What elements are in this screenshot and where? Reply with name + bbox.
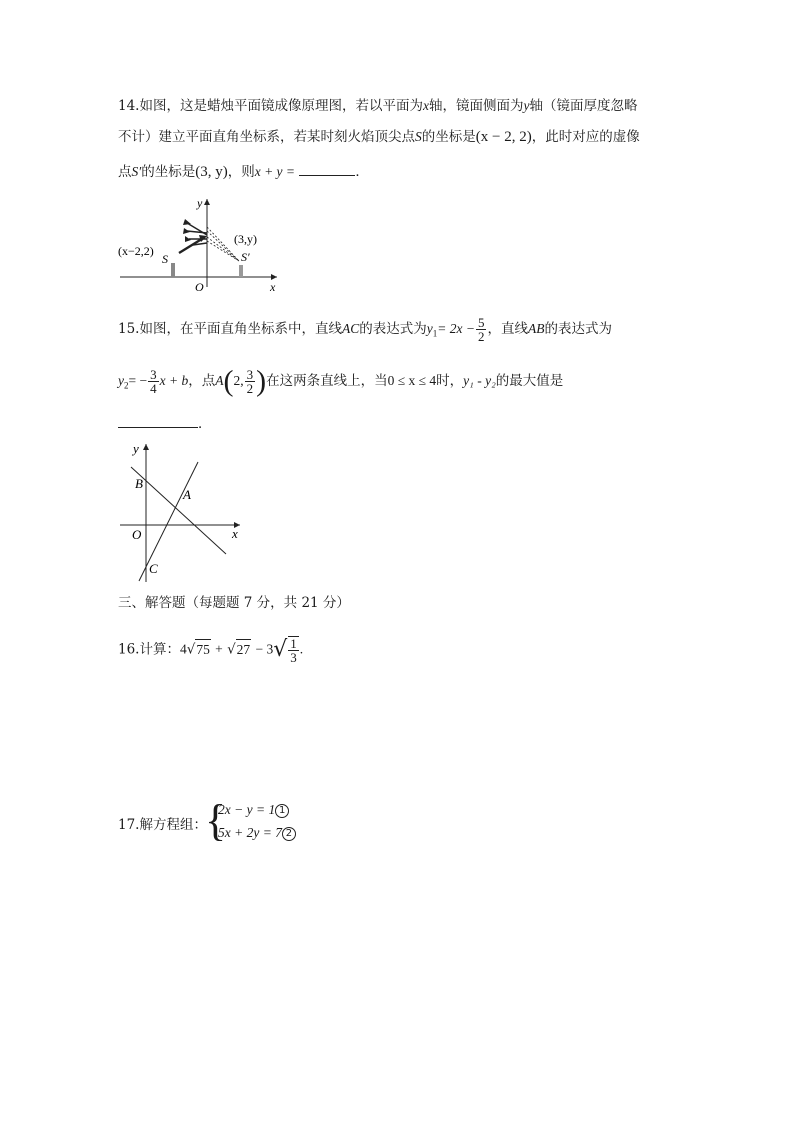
q15-line-3: ． xyxy=(118,414,212,434)
section-3-heading: 三、解答题（每题题 7 分，共 21 分） xyxy=(118,595,350,611)
q14-label-y: y xyxy=(197,196,203,210)
q14-label-x: x xyxy=(270,280,276,294)
line-ac xyxy=(139,462,198,581)
candle-image xyxy=(239,265,243,277)
candle xyxy=(171,263,175,277)
q14-answer-blank[interactable] xyxy=(299,175,355,176)
q15-answer-blank[interactable] xyxy=(118,427,198,428)
q15-line-2: $y_2=$ − $\frac{3}{4}$ x + b，点A(2, $\frac{3}{2}$ )在这两条直线上，当0 ≤ x ≤ 4时，y₁ - y₂的最大值是 xyxy=(118,364,564,398)
line-ab xyxy=(131,467,226,554)
q15-frac-1: $\frac{5}{2}$ xyxy=(477,315,485,344)
q17-brace: { xyxy=(205,796,227,845)
q14-label-sp-coord: (3,y) xyxy=(234,232,257,246)
q15-line-1: 15.如图，在平面直角坐标系中，直线AC的表达式为$y_1= 2x$ − $\frac{5}{2}$ ，直线AB的表达式为 xyxy=(118,315,612,344)
q15-label-b: B xyxy=(135,476,143,491)
q17-eq-1: 2x − y = 1 1 xyxy=(218,802,289,818)
q15-frac-3: $\frac{3}{2}$ xyxy=(246,367,254,396)
q14-label-s-coord: (x−2,2) xyxy=(118,244,154,258)
light-rays xyxy=(179,219,239,261)
q15-label-o: O xyxy=(132,527,142,542)
q14-line-2: 不计）建立平面直角坐标系，若某时刻火焰顶尖点S的坐标是(x − 2, 2)，此时对应的虚像 xyxy=(118,129,640,145)
q15-label-x: x xyxy=(232,526,238,541)
q14-label-sp: S′ xyxy=(241,250,250,264)
q15-figure xyxy=(115,438,250,586)
q15-frac-2: $\frac{3}{4}$ xyxy=(150,367,157,396)
q17-prefix: 17.解方程组： xyxy=(118,817,207,833)
q14-label-o: O xyxy=(195,280,204,294)
q14-figure xyxy=(115,193,285,297)
q15-label-a: A xyxy=(183,487,191,502)
q15-label-c: C xyxy=(149,561,158,576)
q14-label-s: S xyxy=(162,252,168,266)
q17-eq-2: 5x + 2y = 7 2 xyxy=(218,825,296,841)
q16-frac: $\frac{1}{3}$ xyxy=(290,636,297,665)
q16-line: 16.计算：4√75 + √27 − 3√ $\frac{1}{3}$ . xyxy=(118,636,304,665)
q15-label-y: y xyxy=(133,441,139,456)
q14-line-1: 14.如图，这是蜡烛平面镜成像原理图，若以平面为x轴，镜面侧面为y轴（镜面厚度忽略 xyxy=(118,98,638,114)
q14-line-3: 点S′的坐标是(3, y)，则x + y = ． xyxy=(118,164,369,180)
